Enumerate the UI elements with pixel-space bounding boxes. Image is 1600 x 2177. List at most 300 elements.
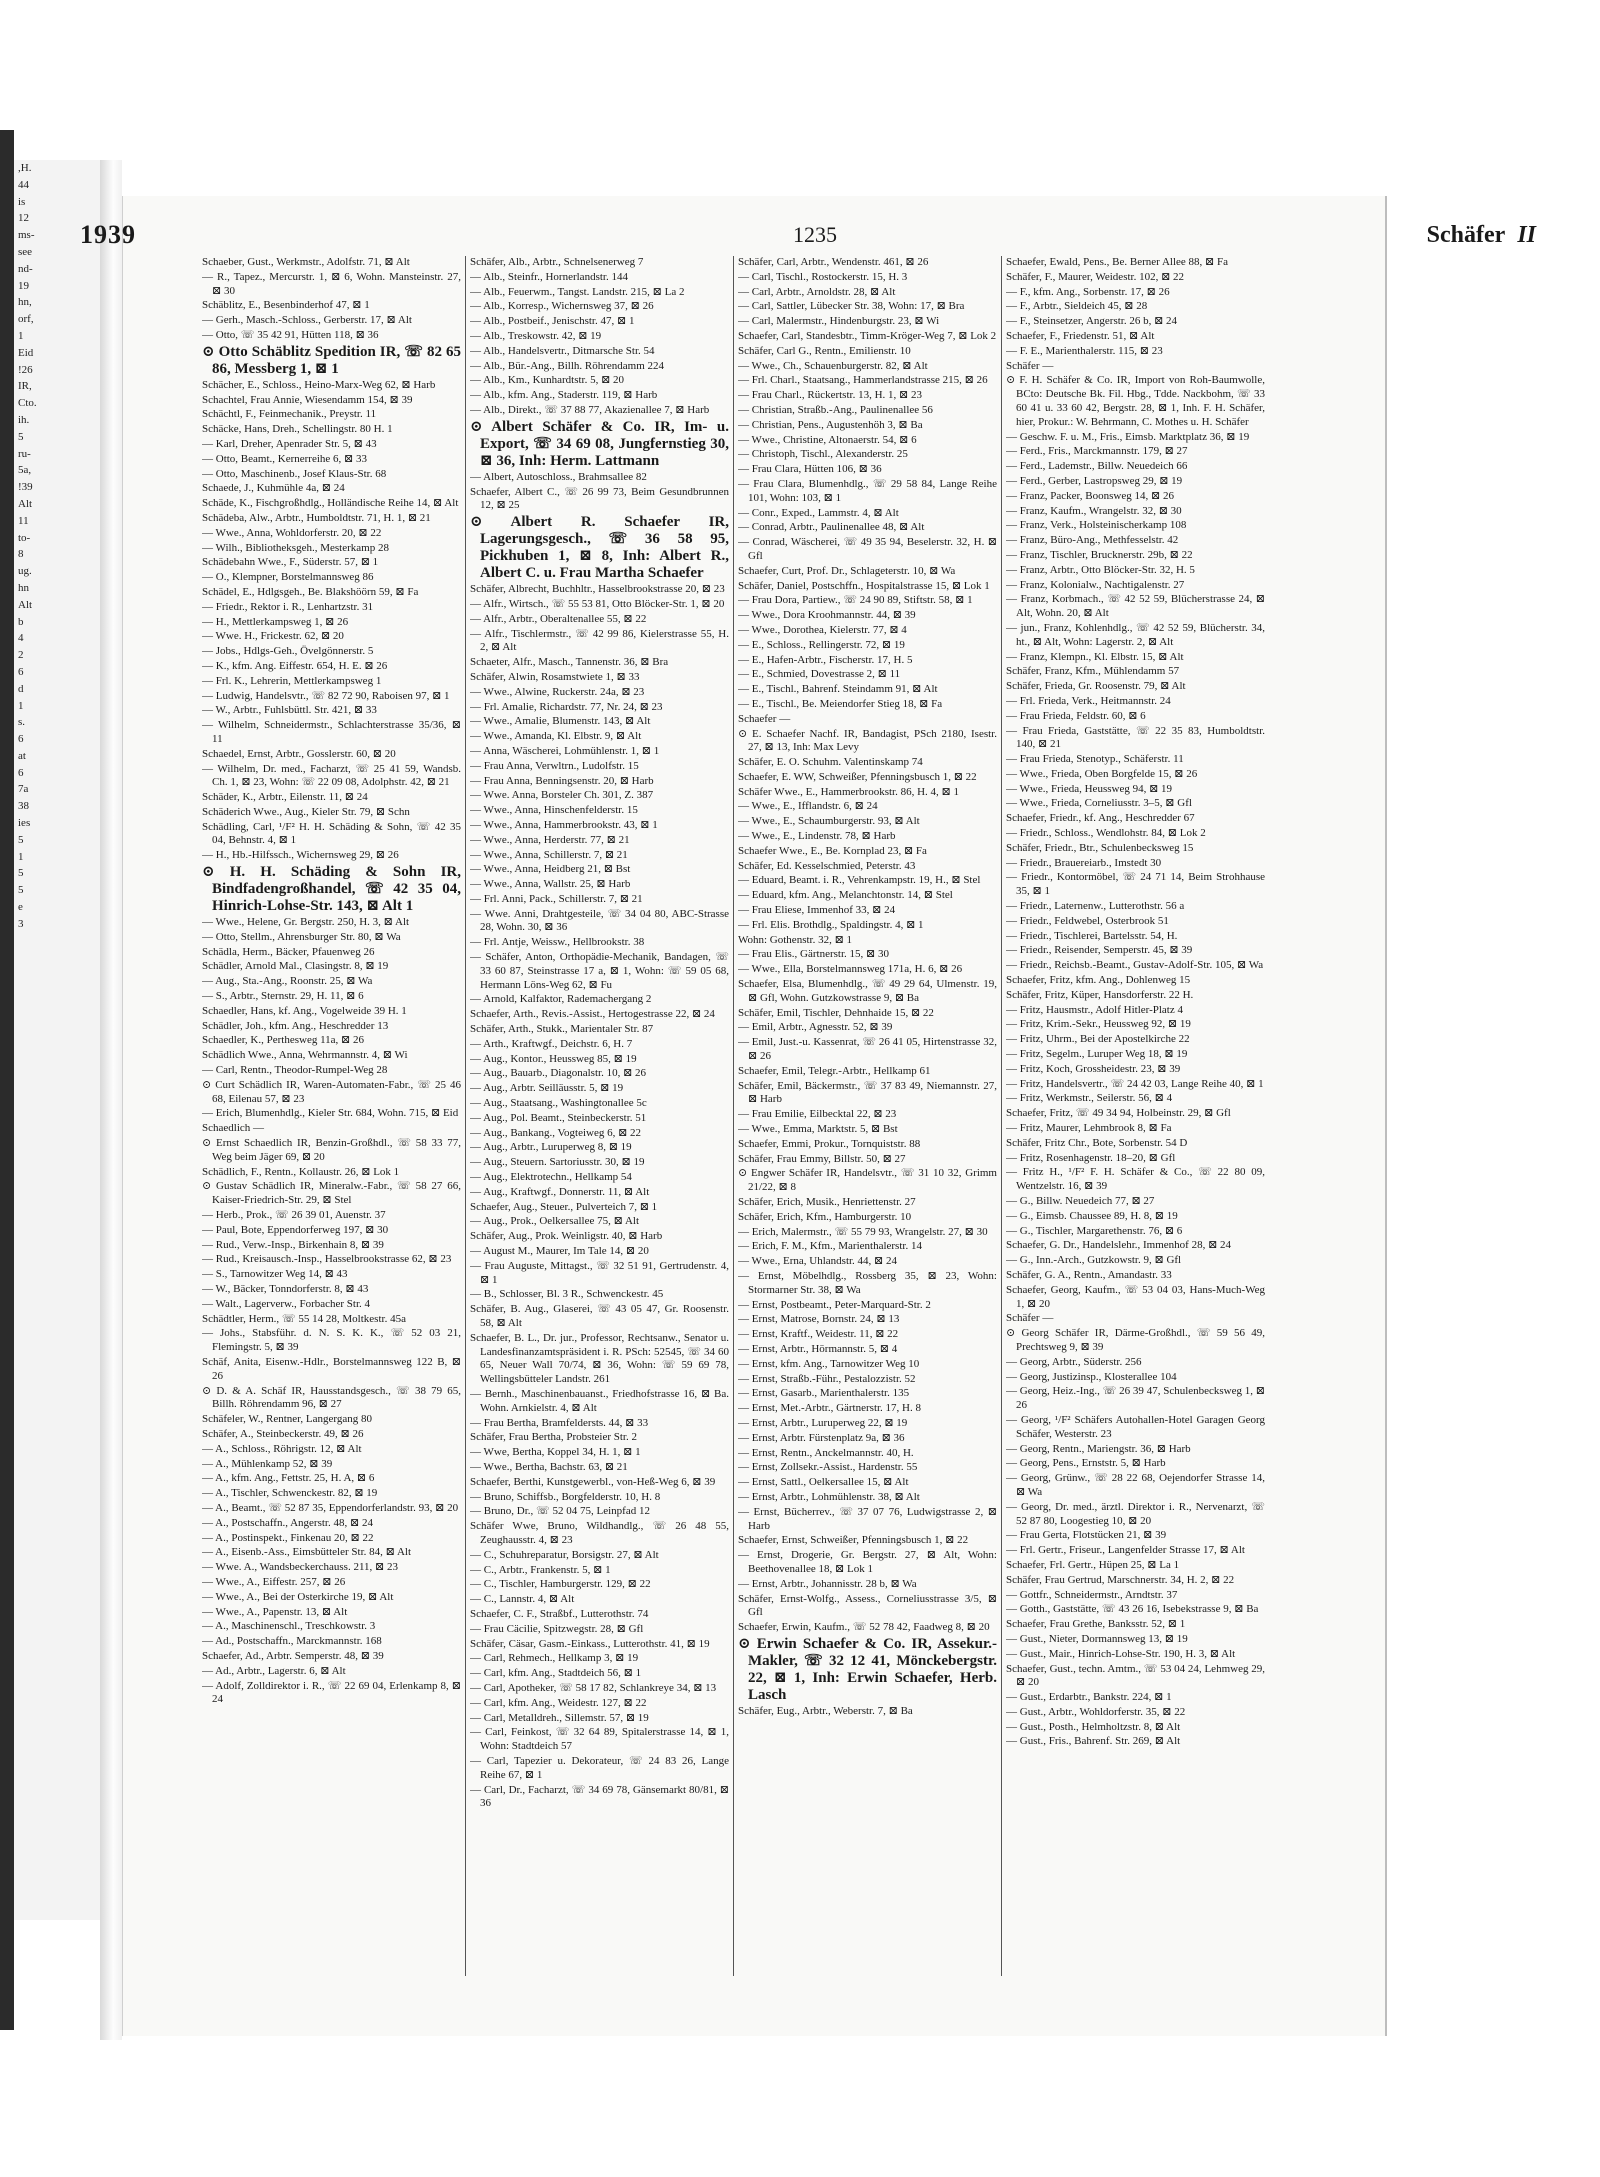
directory-entry: Schaefer, Erwin, Kaufm., ☏ 52 78 42, Faadweg 8, ⊠ 20 — [738, 1621, 990, 1634]
directory-entry: — Ernst, Arbtr., Johannisstr. 28 b, ⊠ Wa — [738, 1577, 917, 1590]
directory-entry: — Carl, Dr., Facharzt, ☏ 34 69 78, Gänsemarkt 80/81, ⊠ 36 — [470, 1783, 729, 1810]
directory-entry: — Carl, Tischl., Rostockerstr. 15, H. 3 — [738, 270, 908, 283]
directory-entry: — G., Inn.-Arch., Gutzkowstr. 9, ⊠ Gfl — [1006, 1254, 1182, 1267]
facing-page-text-fragment: 7a — [18, 783, 29, 796]
directory-entry: ⊙ E. Schaefer Nachf. IR, Bandagist, PSch 2180, Isestr. 27, ⊠ 13, Inh: Max Levy — [738, 727, 997, 754]
directory-entry: Schaefer, C. F., Straßbf., Lutterothstr. 74 — [470, 1607, 649, 1620]
directory-entry: — Carl, Arbtr., Arnoldstr. 28, ⊠ Alt — [738, 285, 896, 298]
directory-entry: — Franz, Arbtr., Otto Blöcker-Str. 32, H. 5 — [1006, 563, 1195, 576]
directory-entry: — Wwe., Anna, Hammerbrookstr. 43, ⊠ 1 — [470, 818, 658, 831]
facing-page-text-fragment: 11 — [18, 514, 29, 527]
directory-entry: Schaefer, Gust., techn. Amtm., ☏ 53 04 24, Lehmweg 29, ⊠ 20 — [1006, 1662, 1265, 1689]
directory-entry: — Georg, Justizinsp., Klosterallee 104 — [1006, 1370, 1177, 1383]
directory-entry: Schaefer, Carl, Standesbtr., Timm-Kröger-Weg 7, ⊠ Lok 2 — [738, 329, 997, 342]
directory-entry: — Alfr., Tischlermstr., ☏ 42 99 86, Kielerstrasse 55, H. 2, ⊠ Alt — [470, 627, 729, 654]
directory-entry: — Frl. Anni, Pack., Schillerstr. 7, ⊠ 21 — [470, 892, 643, 905]
directory-entry: — Carl, Apotheker, ☏ 58 17 82, Schlankreye 34, ⊠ 13 — [470, 1681, 717, 1694]
column-rule — [465, 256, 466, 1976]
directory-entry: — jun., Franz, Kohlenhdlg., ☏ 42 52 59, Blücherstr. 34, ht., ⊠ Alt, Wohn: Lagerstr. 2, ⊠ Alt — [1006, 621, 1265, 648]
directory-entry: — Erich, F. M., Kfm., Marienthalerstr. 14 — [738, 1240, 922, 1253]
running-title — [1427, 222, 1536, 249]
facing-page-text-fragment: nd- — [18, 262, 33, 275]
directory-entry: Schädtler, Herm., ☏ 55 14 28, Moltkestr. 45a — [202, 1312, 406, 1325]
directory-entry: — Frau Elis., Gärtnerstr. 15, ⊠ 30 — [738, 948, 889, 961]
directory-entry: — Wwe. Anna, Borsteler Ch. 301, Z. 387 — [470, 789, 654, 802]
directory-entry: Schädlich Wwe., Anna, Wehrmannstr. 4, ⊠ Wi — [202, 1049, 408, 1062]
directory-entry: ⊙ Gustav Schädlich IR, Mineralw.-Fabr., ☏ 58 27 66, Kaiser-Friedrich-Str. 29, ⊠ Stel — [202, 1180, 461, 1207]
directory-entry: — Carl, Feinkost, ☏ 32 64 89, Spitalerstrasse 14, ⊠ 1, Wohn: Stadtdeich 57 — [470, 1726, 729, 1753]
directory-entry: Schaedel, Ernst, Arbtr., Gosslerstr. 60, ⊠ 20 — [202, 747, 396, 760]
directory-entry: — Friedr., Tischlerei, Bartelsstr. 54, H. — [1006, 929, 1178, 942]
directory-entry: Schäfer, Carl, Arbtr., Wendenstr. 461, ⊠ 26 — [738, 256, 929, 268]
directory-entry: — Ernst, Kraftf., Weidestr. 11, ⊠ 22 — [738, 1328, 899, 1341]
directory-entry: — Herb., Prok., ☏ 26 39 01, Auenstr. 37 — [202, 1209, 386, 1222]
directory-entry: — Aug., Steuern. Sartoriusstr. 30, ⊠ 19 — [470, 1156, 645, 1169]
directory-entry: Schäfer, Alb., Arbtr., Schnelsenerweg 7 — [470, 256, 644, 268]
directory-entry: Schäfer, Ernst-Wolfg., Assess., Corneliusstrasse 3/5, ⊠ Gfl — [738, 1592, 997, 1619]
directory-entry: Schäfer, Emil, Bäckermstr., ☏ 37 83 49, Niemannstr. 27, ⊠ Harb — [738, 1079, 997, 1106]
facing-page-text-fragment: 3 — [18, 917, 24, 930]
directory-entry: — Ernst, Arbtr. Fürstenplatz 9a, ⊠ 36 — [738, 1431, 905, 1444]
directory-entry: Schaefer, Fritz, kfm. Ang., Dohlenweg 15 — [1006, 974, 1191, 987]
directory-entry: — Fritz, Krim.-Sekr., Heussweg 92, ⊠ 19 — [1006, 1018, 1191, 1031]
directory-entry: Schaefer, Friedr., kf. Ang., Heschredder 67 — [1006, 812, 1195, 825]
directory-entry: — Fritz, Koch, Grossheidestr. 23, ⊠ 39 — [1006, 1062, 1181, 1075]
directory-entry: Schäfer, B. Aug., Glaserei, ☏ 43 05 47, Gr. Roosenstr. 58, ⊠ Alt — [470, 1303, 729, 1329]
directory-entry: Schäf, Anita, Eisenw.-Hdlr., Borstelmannsweg 122 B, ⊠ 26 — [202, 1355, 461, 1382]
directory-entry: — Gust., Erdarbtr., Bankstr. 224, ⊠ 1 — [1006, 1691, 1172, 1704]
facing-page-text-fragment: !39 — [18, 481, 33, 494]
directory-entry: Schäfer, Arth., Stukk., Marientaler Str. 87 — [470, 1023, 654, 1036]
directory-entry: — Ernst, Rentn., Anckelmannstr. 40, H. — [738, 1446, 914, 1459]
directory-entry: — Conrad, Wäscherei, ☏ 49 35 94, Beselerstr. 32, H. ⊠ Gfl — [738, 536, 997, 562]
facing-page-text-fragment: Alt — [18, 497, 33, 510]
facing-page-text-fragment: s. — [18, 716, 26, 729]
running-title-name: Schäfer — [1426, 222, 1506, 248]
directory-entry: — Wwe. H., Frickestr. 62, ⊠ 20 — [202, 630, 344, 643]
directory-entry: — Ernst, Drogerie, Gr. Bergstr. 27, ⊠ Alt, Wohn: Beethovenallee 18, ⊠ Lok 1 — [738, 1549, 997, 1575]
directory-entry: ⊙ F. H. Schäfer & Co. IR, Import von Roh-Baumwolle, BCto: Deutsche Bk. Fil. Hbg., Tdde. Nackbohm, ☏ 33 60 41 u. 33 60 42, Bergstr. 28, ⊠ 1, Inh. F. H. Schäfer, hier, Prokur.: W. Behrmann, C. Mothes u. H. Schäfer — [1006, 374, 1265, 428]
directory-entry: — Friedr., Laternenw., Lutterothstr. 56 a — [1006, 900, 1185, 913]
directory-entry: — Carl, kfm. Ang., Stadtdeich 56, ⊠ 1 — [470, 1667, 642, 1680]
directory-entry: — Alb., Handelsvertr., Ditmarsche Str. 54 — [470, 344, 655, 357]
directory-entry: Schaefer, Ad., Arbtr. Semperstr. 48, ⊠ 39 — [202, 1649, 384, 1662]
directory-entry: — Ernst, Arbtr., Hörmannstr. 5, ⊠ 4 — [738, 1342, 898, 1355]
directory-entry: Schaedler, Hans, kf. Ang., Vogelweide 39 H. 1 — [202, 1004, 407, 1017]
directory-entry: Schäcke, Hans, Dreh., Schellingstr. 80 H. 1 — [202, 423, 393, 436]
directory-entry: Schaedlich — — [202, 1122, 265, 1135]
directory-entry: — Conr., Exped., Lammstr. 4, ⊠ Alt — [738, 506, 899, 519]
directory-entry: — Ernst, Matrose, Bornstr. 24, ⊠ 13 — [738, 1313, 900, 1326]
directory-entry: — Aug., Prok., Oelkersallee 75, ⊠ Alt — [470, 1215, 640, 1228]
directory-entry: — Alb., Steinfr., Hornerlandstr. 144 — [470, 270, 628, 283]
directory-entry: Schäfer, Daniel, Postschffn., Hospitalstrasse 15, ⊠ Lok 1 — [738, 579, 990, 592]
directory-entry: Schachtel, Frau Annie, Wiesendamm 154, ⊠ 39 — [202, 393, 413, 406]
directory-entry: — A., Postschaffn., Angerstr. 48, ⊠ 24 — [202, 1516, 373, 1529]
directory-entry: Schaefer, Georg, Kaufm., ☏ 53 04 03, Hans-Much-Weg 1, ⊠ 20 — [1006, 1283, 1265, 1310]
directory-entry: — G., Tischler, Margarethenstr. 76, ⊠ 6 — [1006, 1224, 1183, 1237]
directory-entry: Schäfer, A., Steinbeckerstr. 49, ⊠ 26 — [202, 1427, 364, 1440]
directory-entry: — Wwe., E., Lindenstr. 78, ⊠ Harb — [738, 830, 896, 843]
directory-entry: — A., Beamt., ☏ 52 87 35, Eppendorferlandstr. 93, ⊠ 20 — [202, 1501, 459, 1514]
facing-page-text-fragment: 5 — [18, 884, 24, 897]
directory-entry: Schäde, K., Fischgroßhdlg., Holländische Reihe 14, ⊠ Alt — [202, 497, 459, 510]
directory-entry: — Wwe., Frieda, Corneliusstr. 3–5, ⊠ Gfl — [1006, 797, 1192, 810]
directory-entry: — Ernst, kfm. Ang., Tarnowitzer Weg 10 — [738, 1357, 920, 1370]
directory-entry: — E., Schmied, Dovestrasse 2, ⊠ 11 — [738, 668, 901, 681]
directory-entry: Schäfer — — [1006, 359, 1054, 372]
directory-entry: — Frl. Frieda, Verk., Heitmannstr. 24 — [1006, 694, 1171, 707]
directory-entry: — Ludwig, Handelsvtr., ☏ 82 72 90, Raboisen 97, ⊠ 1 — [202, 689, 450, 702]
directory-entry: — Ernst, Arbtr., Luruperweg 22, ⊠ 19 — [738, 1416, 908, 1429]
directory-entry: — Rud., Kreisausch.-Insp., Hasselbrookstrasse 62, ⊠ 23 — [202, 1253, 452, 1266]
facing-page-text-fragment: hn, — [18, 296, 32, 309]
directory-entry: Schaefer, Albert C., ☏ 26 99 73, Beim Gesundbrunnen 12, ⊠ 25 — [470, 485, 729, 512]
directory-entry: — Friedr., Reisender, Semperstr. 45, ⊠ 39 — [1006, 944, 1193, 957]
directory-entry: — Wwe., A., Papenstr. 13, ⊠ Alt — [202, 1605, 348, 1618]
directory-entry: — Georg, Grünw., ☏ 28 22 68, Oejendorfer Strasse 14, ⊠ Wa — [1006, 1472, 1265, 1498]
directory-entry: Schädlich, F., Rentn., Kollaustr. 26, ⊠ Lok 1 — [202, 1165, 400, 1178]
directory-entry: — Otto, ☏ 35 42 91, Hütten 118, ⊠ 36 — [202, 328, 379, 341]
directory-entry: Schädla, Herm., Bäcker, Pfauenweg 26 — [202, 945, 375, 958]
directory-entry: — Wwe., Ch., Schauenburgerstr. 82, ⊠ Alt — [738, 359, 928, 372]
directory-entry: — Frau Anna, Verwltrn., Ludolfstr. 15 — [470, 759, 639, 772]
directory-entry: — Aug., Elektrotechn., Hellkamp 54 — [470, 1171, 632, 1184]
directory-entry: — Frau Eliese, Immenhof 33, ⊠ 24 — [738, 904, 896, 917]
directory-entry: — O., Klempner, Borstelmannsweg 86 — [202, 571, 374, 584]
directory-entry: Schäfer, Frau Emmy, Billstr. 50, ⊠ 27 — [738, 1152, 906, 1165]
facing-page-text-fragment: 4 — [18, 632, 24, 645]
directory-entry: — Anna, Wäscherei, Lohmühlenstr. 1, ⊠ 1 — [470, 744, 660, 757]
directory-entry: — Fritz, Hausmstr., Adolf Hitler-Platz 4 — [1006, 1003, 1183, 1016]
directory-entry: ⊙ H. H. Schäding & Sohn IR, Bindfadengroßhandel, ☏ 42 35 04, Hinrich-Lohse-Str. 143, ⊠ Alt 1 — [202, 864, 461, 915]
page-header — [80, 220, 1550, 256]
directory-entry: — W., Arbtr., Fuhlsbüttl. Str. 421, ⊠ 33 — [202, 704, 377, 717]
directory-entry: — Frau Frieda, Stenotyp., Schäferstr. 11 — [1006, 753, 1184, 766]
directory-entry: — Jobs., Hdlgs-Geh., Övelgönnerstr. 5 — [202, 645, 374, 658]
directory-entry: Schäfer, F., Maurer, Weidestr. 102, ⊠ 22 — [1006, 270, 1185, 283]
directory-entry: — Wilhelm, Dr. med., Facharzt, ☏ 25 41 59, Wandsb. Ch. 1, ⊠ 23, Wohn: ☏ 22 09 08, Adolphstr. 42, ⊠ 21 — [202, 762, 461, 789]
directory-entry: — Conrad, Arbtr., Paulinenallee 48, ⊠ Alt — [738, 521, 925, 534]
directory-entry: — Frau Emilie, Eilbecktal 22, ⊠ 23 — [738, 1108, 897, 1121]
directory-entry: — Christian, Pens., Augustenhöh 3, ⊠ Ba — [738, 418, 923, 431]
facing-page-text-fragment: see — [18, 245, 33, 258]
directory-entry: — Wwe., Dorothea, Kielerstr. 77, ⊠ 4 — [738, 623, 907, 636]
directory-entry: Schaefer Wwe., E., Be. Kornplad 23, ⊠ Fa — [738, 844, 927, 857]
directory-entry: — Wwe., Anna, Hinschenfelderstr. 15 — [470, 804, 638, 817]
directory-entry: — Frl. Elis. Brothdlg., Spaldingstr. 4, ⊠ 1 — [738, 918, 924, 931]
directory-entry: — Emil, Arbtr., Agnesstr. 52, ⊠ 39 — [738, 1021, 893, 1034]
directory-entry: — Christoph, Tischl., Alexanderstr. 25 — [738, 448, 908, 461]
directory-entry: — Frau Dora, Partiew., ☏ 24 90 89, Stiftstr. 58, ⊠ 1 — [738, 594, 973, 607]
directory-entry: — Wwe., Emma, Marktstr. 5, ⊠ Bst — [738, 1123, 898, 1136]
directory-entry: — Otto, Maschinenb., Josef Klaus-Str. 68 — [202, 467, 387, 480]
directory-entry: — Georg, Heiz.-Ing., ☏ 26 39 47, Schulenbecksweg 1, ⊠ 26 — [1006, 1385, 1265, 1412]
directory-entry: — Aug., Pol. Beamt., Steinbeckerstr. 51 — [470, 1111, 647, 1124]
directory-entry: — S., Arbtr., Sternstr. 29, H. 11, ⊠ 6 — [202, 990, 364, 1003]
directory-entry: — C., Tischler, Hamburgerstr. 129, ⊠ 22 — [470, 1578, 651, 1591]
directory-entry: — Fritz, Handelsvertr., ☏ 24 42 03, Lange Reihe 40, ⊠ 1 — [1006, 1077, 1264, 1090]
directory-entry: Schaedler, K., Perthesweg 11a, ⊠ 26 — [202, 1034, 365, 1047]
directory-entry: — Franz, Kaufm., Wrangelstr. 32, ⊠ 30 — [1006, 504, 1182, 517]
directory-entry: — Alb., Feuerwm., Tangst. Landstr. 215, ⊠ La 2 — [470, 285, 685, 298]
facing-page-text-fragment: 6 — [18, 733, 24, 746]
directory-entry: ⊙ Georg Schäfer IR, Därme-Großhdl., ☏ 59 56 49, Prechtsweg 9, ⊠ 39 — [1006, 1327, 1265, 1353]
directory-entry: Schaeter, Alfr., Masch., Tannenstr. 36, ⊠ Bra — [470, 656, 669, 669]
directory-entry: — Christian, Straßb.-Ang., Paulinenallee 56 — [738, 403, 933, 416]
directory-column-3 — [738, 256, 997, 2016]
directory-entry: — Friedr., Reichsb.-Beamt., Gustav-Adolf-Str. 105, ⊠ Wa — [1006, 959, 1264, 972]
directory-entry: Schaefer, E. WW, Schweißer, Pfenningsbusch 1, ⊠ 22 — [738, 770, 977, 783]
directory-entry: — Otto, Stellm., Ahrensburger Str. 80, ⊠ Wa — [202, 930, 401, 943]
directory-entry: — Aug., Kraftwgf., Donnerstr. 11, ⊠ Alt — [470, 1185, 650, 1198]
facing-page-text-fragment: ms- — [18, 229, 35, 242]
directory-entry: Schaefer, F., Friedenstr. 51, ⊠ Alt — [1006, 329, 1155, 342]
directory-entry: — A., Eisenb.-Ass., Eimsbütteler Str. 84, ⊠ Alt — [202, 1546, 412, 1559]
directory-entry: — Wwe., Frieda, Oben Borgfelde 15, ⊠ 26 — [1006, 767, 1198, 780]
directory-entry: — Frl. Charl., Staatsang., Hammerlandstrasse 215, ⊠ 26 — [738, 374, 988, 387]
directory-entry: — Erich, Blumenhdlg., Kieler Str. 684, Wohn. 715, ⊠ Eid — [202, 1107, 459, 1120]
directory-entry: — Franz, Korbmach., ☏ 42 52 59, Blücherstrasse 24, ⊠ Alt, Wohn. 20, ⊠ Alt — [1006, 593, 1265, 620]
directory-entry: — Ernst, Postbeamt., Peter-Marquard-Str. 2 — [738, 1298, 931, 1311]
directory-entry: — Friedr., Feldwebel, Osterbrook 51 — [1006, 914, 1169, 927]
directory-entry: ⊙ Ernst Schaedlich IR, Benzin-Großhdl., ☏ 58 33 77, Weg beim Jäger 69, ⊠ 20 — [202, 1137, 461, 1163]
directory-entry: Schäfer, Aug., Prok. Weinligstr. 40, ⊠ Harb — [470, 1230, 663, 1243]
facing-page-text-fragment: ru- — [18, 447, 31, 460]
directory-entry: Schädel, E., Hdlgsgeh., Be. Blakshöörn 59, ⊠ Fa — [202, 585, 419, 598]
directory-entry: — Georg, Dr. med., ärztl. Direktor i. R., Nervenarzt, ☏ 52 87 80, Loogestieg 10, ⊠ 20 — [1006, 1500, 1265, 1527]
directory-entry: — Ernst, Zollsekr.-Assist., Hardenstr. 55 — [738, 1461, 918, 1474]
directory-entry: — A., Maschinenschl., Treschkowstr. 3 — [202, 1620, 376, 1633]
directory-entry: — Gust., Arbtr., Wohldorferstr. 35, ⊠ 22 — [1006, 1705, 1186, 1718]
directory-entry: Schäfer, Cäsar, Gasm.-Einkass., Lutterothstr. 41, ⊠ 19 — [470, 1637, 710, 1650]
directory-entry: — Wwe., A., Eiffestr. 257, ⊠ 26 — [202, 1575, 346, 1588]
directory-entry: — C., Schuhreparatur, Borsigstr. 27, ⊠ Alt — [470, 1548, 659, 1561]
directory-entry: — Bruno, Schiffsb., Borgfelderstr. 10, H. 8 — [470, 1490, 661, 1503]
directory-entry: — Wwe., Dora Kroohmannstr. 44, ⊠ 39 — [738, 609, 916, 622]
facing-page-text-fragment: ies — [18, 817, 31, 830]
directory-entry: — C., Arbtr., Frankenstr. 5, ⊠ 1 — [470, 1563, 611, 1576]
directory-entry: — Frl. Amalie, Richardstr. 77, Nr. 24, ⊠ 23 — [470, 700, 663, 713]
directory-entry: — Wwe., E., Ifflandstr. 6, ⊠ 24 — [738, 800, 878, 813]
directory-entry: — Wwe., Anna, Wallstr. 25, ⊠ Harb — [470, 878, 631, 891]
directory-entry: — Ferd., Lademstr., Billw. Neuedeich 66 — [1006, 460, 1188, 473]
page-year: 1939 — [80, 220, 136, 249]
directory-entry: — Fritz, Segelm., Luruper Weg 18, ⊠ 19 — [1006, 1048, 1188, 1061]
directory-entry: Schäfer Wwe., E., Hammerbrookstr. 86, H. 4, ⊠ 1 — [738, 785, 960, 798]
scan-dark-edge — [0, 130, 14, 2030]
directory-entry: — Ernst, Möbelhdlg., Rossberg 35, ⊠ 23, Wohn: Stormarner Str. 38, ⊠ Wa — [738, 1269, 997, 1296]
directory-entry: Schäfer, Friedr., Btr., Schulenbecksweg 15 — [1006, 841, 1194, 854]
directory-entry: — Wwe., Helene, Gr. Bergstr. 250, H. 3, ⊠ Alt — [202, 916, 410, 929]
directory-entry: — Aug., Arbtr., Luruperweg 8, ⊠ 19 — [470, 1141, 632, 1154]
directory-entry: Schäfer, E. O. Schuhm. Valentinskamp 74 — [738, 756, 923, 769]
directory-entry: — Wwe., Amanda, Kl. Elbstr. 9, ⊠ Alt — [470, 730, 642, 743]
directory-entry: — S., Tarnowitzer Weg 14, ⊠ 43 — [202, 1268, 348, 1281]
directory-entry: — Wwe., Frieda, Heussweg 94, ⊠ 19 — [1006, 782, 1173, 795]
directory-entry: — Schäfer, Anton, Orthopädie-Mechanik, Bandagen, ☏ 33 60 87, Steinstrasse 17 a, ⊠ 1, Wohn: ☏ 59 05 68, Hermann Löns-Weg 62, ⊠ Fu — [470, 951, 729, 991]
directory-entry: — C., Lannstr. 4, ⊠ Alt — [470, 1593, 575, 1606]
directory-entry: — Frau Frieda, Feldstr. 60, ⊠ 6 — [1006, 709, 1146, 722]
directory-entry: — Wwe., A., Bei der Osterkirche 19, ⊠ Alt — [202, 1590, 394, 1603]
directory-entry: — Paul, Bote, Eppendorferweg 197, ⊠ 30 — [202, 1223, 389, 1236]
directory-entry: Schaefer, Emil, Telegr.-Arbtr., Hellkamp 61 — [738, 1064, 931, 1077]
directory-entry: ⊙ Albert R. Schaefer IR, Lagerungsgesch., ☏ 36 58 95, Pickhuben 1, ⊠ 8, Inh: Albert R., Albert C. u. Frau Martha Schaefer — [470, 514, 729, 582]
directory-entry: — Wwe. A., Wandsbeckerchauss. 211, ⊠ 23 — [202, 1561, 399, 1574]
directory-entry: — Franz, Kolonialw., Nachtigalenstr. 27 — [1006, 578, 1185, 591]
directory-entry: Schäfer, Albrecht, Buchhltr., Hasselbrookstrasse 20, ⊠ 23 — [470, 583, 725, 596]
directory-entry: — Frau Anna, Benningsenstr. 20, ⊠ Harb — [470, 774, 654, 787]
directory-entry: — Alb., Postbeif., Jenischstr. 47, ⊠ 1 — [470, 315, 635, 328]
directory-entry: — Ernst, Bücherrev., ☏ 37 07 76, Ludwigstrasse 2, ⊠ Harb — [738, 1505, 997, 1532]
directory-entry: Schaefer, Elsa, Blumenhdlg., ☏ 49 29 64, Ulmenstr. 19, ⊠ Gfl, Wohn. Gutzkowstrasse 9, ⊠ Ba — [738, 978, 997, 1004]
directory-entry: — Alb., Km., Kunhardtstr. 5, ⊠ 20 — [470, 374, 625, 387]
directory-entry: — Alfr., Arbtr., Oberaltenallee 55, ⊠ 22 — [470, 612, 647, 625]
directory-entry: — Ferd., Fris., Marckmannstr. 179, ⊠ 27 — [1006, 445, 1188, 458]
directory-entry: Schäfer, Emil, Tischler, Dehnhaide 15, ⊠ 22 — [738, 1006, 934, 1019]
directory-entry: — Aug., Bauarb., Diagonalstr. 10, ⊠ 26 — [470, 1067, 647, 1080]
facing-page-text-fragment: hn — [18, 581, 29, 594]
directory-entry: — Friedr., Schloss., Wendlohstr. 84, ⊠ Lok 2 — [1006, 827, 1206, 840]
facing-page-fragment — [14, 160, 100, 1920]
directory-entry: Schächtl, F., Feinmechanik., Preystr. 11 — [202, 408, 377, 421]
directory-entry: — Franz, Packer, Boonsweg 14, ⊠ 26 — [1006, 489, 1174, 502]
directory-entry: — Ferd., Gerber, Lastropsweg 29, ⊠ 19 — [1006, 474, 1183, 487]
directory-entry: — Gust., Fris., Bahrenf. Str. 269, ⊠ Alt — [1006, 1735, 1181, 1748]
directory-entry: — Fritz, Werkmstr., Seilerstr. 56, ⊠ 4 — [1006, 1092, 1173, 1105]
facing-page-text-fragment: to- — [18, 531, 31, 544]
page-number: 1235 — [793, 222, 837, 247]
directory-entry: Schaeber, Gust., Werkmstr., Adolfstr. 71, ⊠ Alt — [202, 256, 410, 268]
directory-entry: — Wwe., Anna, Schillerstr. 7, ⊠ 21 — [470, 848, 628, 861]
directory-entry: Schäfer, Fritz Chr., Bote, Sorbenstr. 54 D — [1006, 1136, 1188, 1149]
facing-page-text-fragment: IR, — [18, 380, 32, 393]
directory-entry: — F., kfm. Ang., Sorbenstr. 17, ⊠ 26 — [1006, 285, 1170, 298]
directory-entry: Schaefer, Emmi, Prokur., Tornquiststr. 88 — [738, 1137, 921, 1150]
directory-entry: — Ad., Arbtr., Lagerstr. 6, ⊠ Alt — [202, 1664, 346, 1677]
directory-entry: — Frau Cäcilie, Spitzwegstr. 28, ⊠ Gfl — [470, 1622, 644, 1635]
directory-entry: — Georg, Rentn., Mariengstr. 36, ⊠ Harb — [1006, 1442, 1191, 1455]
directory-column-4 — [1006, 256, 1265, 2016]
directory-column-1 — [202, 256, 461, 2016]
running-title-section: II — [1517, 222, 1536, 248]
directory-entry: — Wilh., Bibliotheksgeh., Mesterkamp 28 — [202, 541, 389, 554]
directory-entry: Schäfer, G. A., Rentn., Amandastr. 33 — [1006, 1268, 1172, 1281]
directory-entry: — Frau Auguste, Mittagst., ☏ 32 51 91, Gertrudenstr. 4, ⊠ 1 — [470, 1259, 729, 1286]
directory-entry: — Wwe., Anna, Wohldorferstr. 20, ⊠ 22 — [202, 526, 382, 539]
directory-entry: Schäfer, Fritz, Küper, Hansdorferstr. 22 H. — [1006, 988, 1194, 1001]
directory-entry: — Alfr., Wirtsch., ☏ 55 53 81, Otto Blöcker-Str. 1, ⊠ 20 — [470, 597, 725, 610]
directory-entry: — Frl. K., Lehrerin, Mettlerkampsweg 1 — [202, 674, 382, 687]
directory-entry: — Carl, Rehmech., Hellkamp 3, ⊠ 19 — [470, 1652, 639, 1665]
directory-entry: Schäfer, Franz, Kfm., Mühlendamm 57 — [1006, 665, 1180, 678]
directory-entry: — Alb., Treskowstr. 42, ⊠ 19 — [470, 329, 602, 342]
directory-entry: Schaede, J., Kuhmühle 4a, ⊠ 24 — [202, 482, 345, 495]
directory-entry: — Ad., Postschaffn., Marckmannstr. 168 — [202, 1635, 382, 1648]
directory-entry: — Arnold, Kalfaktor, Rademachergang 2 — [470, 993, 652, 1006]
directory-entry: — H., Mettlerkampsweg 1, ⊠ 26 — [202, 615, 349, 628]
directory-entry: — Bruno, Dr., ☏ 52 04 75, Leinpfad 12 — [470, 1505, 650, 1518]
directory-entry: — Alb., Bür.-Ang., Billh. Röhrendamm 224 — [470, 359, 665, 372]
facing-page-text-fragment: 19 — [18, 279, 29, 292]
directory-entry: — Franz, Verk., Holsteinischerkamp 108 — [1006, 519, 1187, 532]
directory-entry: — H., Hb.-Hilfssch., Wichernsweg 29, ⊠ 26 — [202, 849, 399, 862]
facing-page-text-fragment: ih. — [18, 413, 30, 426]
directory-entry: ⊙ D. & A. Schäf IR, Hausstandsgesch., ☏ 38 79 65, Billh. Röhrendamm 96, ⊠ 27 — [202, 1384, 461, 1411]
directory-entry: — Frl. Antje, Weissw., Hellbrookstr. 38 — [470, 936, 645, 949]
directory-entry: — Carl, Malermstr., Hindenburgstr. 23, ⊠ Wi — [738, 315, 940, 328]
directory-entry: — Gust., Posth., Helmholtzstr. 8, ⊠ Alt — [1006, 1720, 1181, 1733]
facing-page-text-fragment: b — [18, 615, 24, 628]
directory-column-2 — [470, 256, 729, 2016]
directory-entry: — Fritz, Uhrm., Bei der Apostelkirche 22 — [1006, 1033, 1190, 1046]
directory-entry: Schädler, Arnold Mal., Clasingstr. 8, ⊠ 19 — [202, 960, 389, 973]
directory-entry: — B., Schlosser, Bl. 3 R., Schwenckestr. 45 — [470, 1288, 664, 1301]
directory-entry: — E., Hafen-Arbtr., Fischerstr. 17, H. 5 — [738, 653, 913, 666]
directory-entry: — Friedr., Kontormöbel, ☏ 24 71 14, Beim Strohhause 35, ⊠ 1 — [1006, 871, 1265, 898]
directory-entry: Schäfer, Alwin, Rosamstwiete 1, ⊠ 33 — [470, 670, 640, 683]
facing-page-text-fragment: 1 — [18, 850, 24, 863]
directory-entry: — Frau Charl., Rückertstr. 13, H. 1, ⊠ 23 — [738, 389, 922, 402]
directory-entry: — Karl, Dreher, Apenrader Str. 5, ⊠ 43 — [202, 437, 377, 450]
directory-entry: — Wwe., Alwine, Ruckerstr. 24a, ⊠ 23 — [470, 685, 645, 698]
column-rule — [1001, 256, 1002, 1976]
directory-entry: — E., Schloss., Rellingerstr. 72, ⊠ 19 — [738, 638, 905, 651]
directory-entry: Schaefer, Frl. Gertr., Hüpen 25, ⊠ La 1 — [1006, 1558, 1180, 1571]
directory-entry: — A., Mühlenkamp 52, ⊠ 39 — [202, 1457, 333, 1470]
facing-page-text-fragment: at — [18, 749, 26, 762]
facing-page-text-fragment: 6 — [18, 665, 24, 678]
facing-page-text-fragment: ug. — [18, 565, 32, 578]
directory-entry: Schäfer, Ed. Kesselschmied, Peterstr. 43 — [738, 859, 916, 872]
directory-entry: — Gotth., Gaststätte, ☏ 43 26 16, Isebekstrasse 9, ⊠ Ba — [1006, 1603, 1259, 1616]
directory-entry: — Ernst, Gasarb., Marienthalerstr. 135 — [738, 1387, 910, 1400]
directory-entry: ⊙ Albert Schäfer & Co. IR, Im- u. Export, ☏ 34 69 08, Jungfernstieg 30, ⊠ 36, Inh: Herm. Lattmann — [470, 418, 729, 469]
directory-entry: — Wwe., Anna, Heidberg 21, ⊠ Bst — [470, 863, 631, 876]
directory-entry: — Gerh., Masch.-Schloss., Gerberstr. 17, ⊠ Alt — [202, 314, 412, 327]
directory-entry: — Frau Clara, Blumenhdlg., ☏ 29 58 84, Lange Reihe 101, Wohn: 103, ⊠ 1 — [738, 477, 997, 504]
directory-entry: ⊙ Engwer Schäfer IR, Handelsvtr., ☏ 31 10 32, Grimm 21/22, ⊠ 8 — [738, 1167, 997, 1194]
facing-page-text-fragment: 38 — [18, 800, 29, 813]
directory-entry: — Aug., Arbtr. Seilläusstr. 5, ⊠ 19 — [470, 1082, 624, 1095]
directory-entry: — G., Eimsb. Chaussee 89, H. 8, ⊠ 19 — [1006, 1209, 1178, 1222]
directory-entry: — Frl. Gertr., Friseur., Langenfelder Strasse 17, ⊠ Alt — [1006, 1544, 1245, 1557]
directory-entry: — R., Tapez., Mercurstr. 1, ⊠ 6, Wohn. Mansteinstr. 27, ⊠ 30 — [202, 270, 461, 297]
directory-entry: Schaefer, Curt, Prof. Dr., Schlageterstr. 10, ⊠ Wa — [738, 564, 956, 577]
book-gutter — [100, 160, 122, 2040]
directory-entry: — Frau Frieda, Gaststätte, ☏ 22 35 83, Humboldtstr. 140, ⊠ 21 — [1006, 724, 1265, 751]
directory-entry: — Aug., Sta.-Ang., Roonstr. 25, ⊠ Wa — [202, 975, 373, 988]
facing-page-text-fragment: d — [18, 682, 24, 695]
directory-entry: — Fritz, Rosenhagenstr. 18–20, ⊠ Gfl — [1006, 1151, 1176, 1164]
directory-entry: — A., Tischler, Schwenckestr. 82, ⊠ 19 — [202, 1487, 378, 1500]
directory-entry: — Fritz, Maurer, Lehmbrook 8, ⊠ Fa — [1006, 1122, 1172, 1135]
directory-entry: — Aug., Bankang., Vogteiweg 6, ⊠ 22 — [470, 1126, 642, 1139]
directory-entry: — Frau Bertha, Bramfeldersts. 44, ⊠ 33 — [470, 1416, 649, 1429]
directory-entry: Schäfer, Erich, Kfm., Hamburgerstr. 10 — [738, 1210, 912, 1223]
directory-entry: — Geschw. F. u. M., Fris., Eimsb. Marktplatz 36, ⊠ 19 — [1006, 430, 1250, 443]
directory-entry: Schäfer, Frau Gertrud, Marschnerstr. 34, H. 2, ⊠ 22 — [1006, 1573, 1235, 1586]
directory-entry: — Wwe., Christine, Altonaerstr. 54, ⊠ 6 — [738, 433, 917, 446]
directory-entry: — Carl, kfm. Ang., Weidestr. 127, ⊠ 22 — [470, 1696, 647, 1709]
directory-entry: Schädebahn Wwe., F., Süderstr. 57, ⊠ 1 — [202, 556, 379, 569]
directory-entry: Schäfer — — [1006, 1312, 1054, 1325]
facing-page-text-fragment: Eid — [18, 346, 34, 359]
directory-entry: Schäfer Wwe, Bruno, Wildhandlg., ☏ 26 48 55, Zeughausstr. 4, ⊠ 23 — [470, 1520, 729, 1546]
directory-entry: — Walt., Lagerverw., Forbacher Str. 4 — [202, 1297, 371, 1310]
directory-entry: — E., Tischl., Bahrenf. Steindamm 91, ⊠ Alt — [738, 683, 938, 696]
directory-entry: Wohn: Gothenstr. 32, ⊠ 1 — [738, 933, 853, 946]
